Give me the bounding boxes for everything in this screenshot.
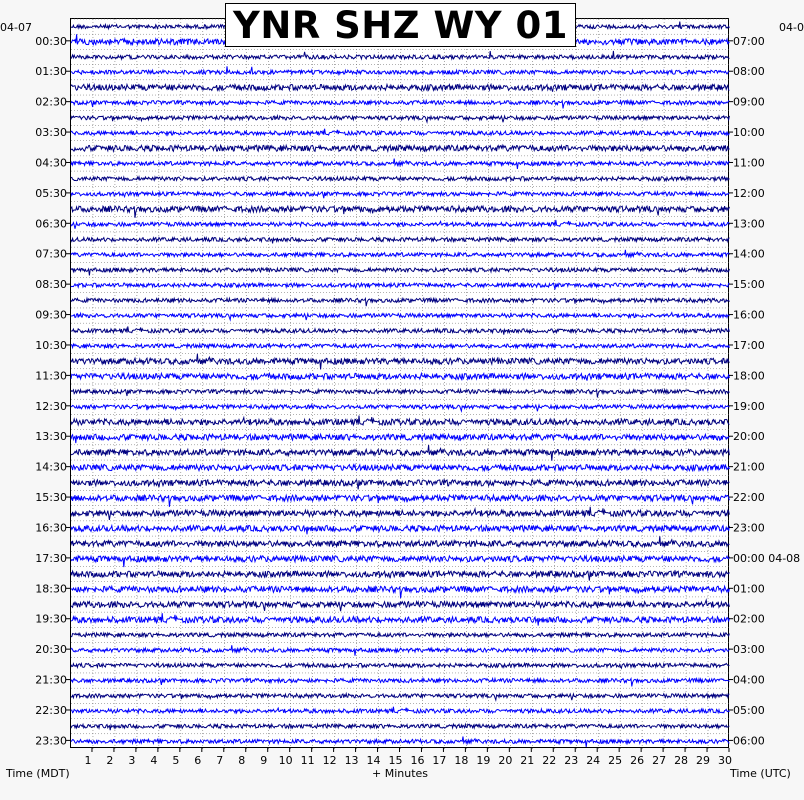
right-time-label: 17:00 [733, 338, 765, 352]
x-tick-label: 8 [238, 754, 246, 767]
seismic-trace [71, 354, 729, 370]
left-time-label: 03:30 [35, 126, 67, 140]
right-time-label: 13:00 [733, 217, 765, 231]
right-time-label: 21:00 [733, 460, 765, 474]
right-time-label: 23:00 [733, 521, 765, 535]
seismic-trace [71, 586, 729, 598]
left-time-label: 02:30 [35, 95, 67, 109]
left-time-label: 08:30 [35, 278, 67, 292]
seismic-trace [71, 707, 729, 713]
x-tick-label: 16 [410, 754, 425, 767]
left-time-label: 14:30 [35, 460, 67, 474]
seismic-trace [71, 66, 729, 74]
x-tick-label: 20 [498, 754, 513, 767]
title-box [225, 3, 576, 47]
left-time-label: 15:30 [35, 491, 67, 505]
seismic-trace [71, 571, 729, 581]
seismogram-plot-area [70, 18, 729, 748]
right-date-label: 04-0 [779, 21, 804, 34]
left-time-label: 22:30 [35, 703, 67, 717]
x-tick-label: 1 [84, 754, 92, 767]
right-time-label: 00:00 04-08 [733, 551, 801, 565]
seismic-trace [71, 737, 729, 747]
x-tick-label: 19 [476, 754, 491, 767]
seismic-trace [71, 613, 729, 625]
seismic-trace [71, 663, 729, 668]
x-tick-label: 22 [542, 754, 557, 767]
right-time-label: 12:00 [733, 186, 765, 200]
left-time-label: 23:30 [35, 734, 67, 748]
right-time-label: 22:00 [733, 491, 765, 505]
left-time-label: 10:30 [35, 338, 67, 352]
right-time-label: 05:00 [733, 703, 765, 717]
right-time-label: 14:00 [733, 247, 765, 261]
seismic-trace [71, 116, 729, 123]
seismic-trace [71, 416, 729, 425]
seismic-trace [71, 101, 729, 109]
left-time-label: 11:30 [35, 369, 67, 383]
x-tick-label: 30 [718, 754, 732, 767]
left-axis-label: Time (MDT) [6, 767, 70, 780]
right-time-label: 11:00 [733, 156, 765, 170]
seismic-trace [71, 633, 729, 637]
x-tick-label: 14 [366, 754, 381, 767]
x-tick-label: 27 [652, 754, 667, 767]
seismic-trace [71, 495, 729, 507]
seismic-trace [71, 313, 729, 320]
left-time-label: 05:30 [35, 186, 67, 200]
left-time-label: 06:30 [35, 217, 67, 231]
seismic-trace [71, 159, 729, 169]
x-tick-label: 28 [674, 754, 689, 767]
x-tick-label: 4 [150, 754, 158, 767]
x-tick-label: 11 [300, 754, 315, 767]
seismic-trace [71, 220, 729, 229]
seismic-trace [71, 326, 729, 334]
seismic-trace [71, 192, 729, 198]
x-tick-label: 10 [278, 754, 293, 767]
left-time-label: 16:30 [35, 521, 67, 535]
x-tick-label: 26 [630, 754, 645, 767]
left-time-label: 09:30 [35, 308, 67, 322]
seismic-trace [71, 344, 729, 348]
right-time-label: 01:00 [733, 582, 765, 596]
seismic-trace [71, 84, 729, 91]
x-tick-label: 13 [344, 754, 359, 767]
x-tick-label: 3 [128, 754, 136, 767]
seismic-trace [71, 405, 729, 412]
right-time-label: 10:00 [733, 126, 765, 140]
seismic-trace [71, 694, 729, 701]
seismic-trace [71, 480, 729, 490]
x-tick-label: 25 [608, 754, 623, 767]
right-time-label: 20:00 [733, 430, 765, 444]
right-time-label: 15:00 [733, 278, 765, 292]
seismic-trace [71, 298, 729, 306]
seismic-trace [71, 268, 729, 276]
seismic-trace [71, 645, 729, 655]
seismic-trace [71, 206, 729, 218]
left-time-label: 20:30 [35, 643, 67, 657]
right-time-label: 03:00 [733, 643, 765, 657]
x-tick-label: 21 [520, 754, 535, 767]
x-tick-label: 23 [564, 754, 579, 767]
right-time-label: 19:00 [733, 399, 765, 413]
x-tick-label: 9 [260, 754, 268, 767]
x-tick-label: 24 [586, 754, 601, 767]
seismic-trace [71, 145, 729, 151]
left-time-label: 07:30 [35, 247, 67, 261]
x-tick-label: 18 [454, 754, 469, 767]
left-time-label: 04:30 [35, 156, 67, 170]
left-date-label: 04-07 [0, 21, 32, 34]
seismic-trace [71, 177, 729, 181]
right-time-label: 06:00 [733, 734, 765, 748]
seismogram-traces [71, 19, 730, 749]
seismic-trace [71, 679, 729, 687]
seismic-trace [71, 129, 729, 137]
x-tick-label: 2 [106, 754, 114, 767]
left-time-label: 18:30 [35, 582, 67, 596]
seismic-trace [71, 434, 729, 443]
right-time-label: 04:00 [733, 673, 765, 687]
seismic-trace [71, 556, 729, 567]
chart-title: YNR SHZ WY 01 [233, 3, 568, 47]
right-time-label: 07:00 [733, 34, 765, 48]
seismic-trace [71, 536, 729, 546]
x-tick-label: 12 [322, 754, 337, 767]
x-tick-label: 17 [432, 754, 447, 767]
left-time-label: 00:30 [35, 34, 67, 48]
left-time-label: 19:30 [35, 612, 67, 626]
x-axis-label: + Minutes [372, 767, 429, 780]
right-time-label: 02:00 [733, 612, 765, 626]
seismic-trace [71, 390, 729, 398]
seismic-trace [71, 238, 729, 244]
right-axis-label: Time (UTC) [730, 767, 791, 780]
left-time-label: 17:30 [35, 551, 67, 565]
left-time-label: 13:30 [35, 430, 67, 444]
x-tick-label: 6 [194, 754, 202, 767]
seismic-trace [71, 283, 729, 289]
left-time-label: 21:30 [35, 673, 67, 687]
right-time-label: 16:00 [733, 308, 765, 322]
seismic-trace [71, 724, 729, 730]
seismic-trace [71, 600, 729, 611]
seismic-trace [71, 445, 729, 461]
right-time-label: 08:00 [733, 65, 765, 79]
x-tick-label: 15 [388, 754, 403, 767]
x-tick-label: 5 [172, 754, 180, 767]
seismic-trace [71, 51, 729, 59]
right-time-label: 18:00 [733, 369, 765, 383]
right-time-label: 09:00 [733, 95, 765, 109]
seismic-trace [71, 373, 729, 380]
seismic-trace [71, 507, 729, 520]
left-time-label: 01:30 [35, 65, 67, 79]
x-tick-label: 29 [696, 754, 711, 767]
seismic-trace [71, 525, 729, 534]
left-time-label: 12:30 [35, 399, 67, 413]
seismic-trace [71, 465, 729, 471]
seismic-trace [71, 250, 729, 257]
x-tick-label: 7 [216, 754, 224, 767]
